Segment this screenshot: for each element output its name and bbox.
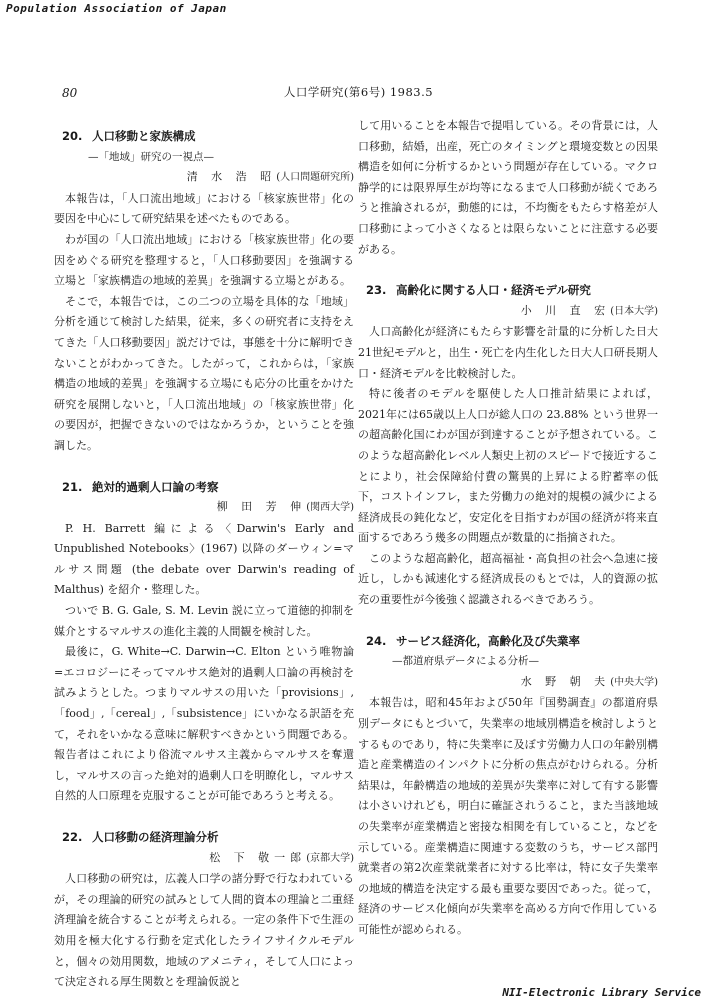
paragraph: そこで，本報告では，この二つの立場を具体的な「地域」分析を通じて検討した結果，従来，多くの研究者に支持をえてきた「人口移動要因」説だけでは，事態を十分に解明できないことがわかってきた。したがって，これからは，「家族構造の地域的差異」を強調する立場にも応分の比重をかけた研究を展開しないと，「人口流出地域」の「核家族世帯」化の要因が，把握できないのではなかろうか，ということを強調した。 bbox=[54, 294, 354, 452]
author-name: 水 野 朝 夫 bbox=[520, 674, 611, 688]
paragraph: わが国の「人口流出地域」における「核家族世帯」化の要因をめぐる研究を整理すると，「人口移動要因」を強調する立場と「家族構造の地域的差異」を強調する立場とがある。 bbox=[54, 232, 354, 288]
article-title-text: 高齢化に関する人口・経済モデル研究 bbox=[396, 283, 591, 298]
right-column bbox=[358, 116, 658, 941]
paragraph: 人口移動の研究は，広義人口学の諸分野で行なわれているが，その理論的研究の試みとして人間的資本の理論と二重経済理論を統合することが考えられる。一定の条件下で生涯の効用を極大化する行動を定式化したライフサイクルモデルと，個々の効用関数，地域のアメニティ，そして人口によって決定される厚生関数とを理論仮説と bbox=[54, 872, 354, 989]
article-22 bbox=[54, 827, 354, 993]
paragraph: このような超高齢化，超高福祉・高負担の社会へ急速に接近し，しかも減速化する経済成長のもとでは，人的資源の拡充の重要性が今後強く認識されるべきであろう。 bbox=[358, 551, 658, 607]
article-author bbox=[358, 301, 658, 323]
paragraph: 最後に，G. White→C. Darwin→C. Elton という唯物論=エコロジーにそってマルサス絶対的過剰人口論の再検討を試みようとした。つまりマルサスの用いた「provisions」,「food」,「cereal」,「subsistence」にいかなる訳語を充て，それをいかなる意味に解釈すべきかという問題である。報告者はこれにより俗流マルサス主義からマルサスを奪還し，マルサスの言った絶対的過剰人口を明瞭化し，マルサス自然的人口原理を克服することが可能であろうと考える。 bbox=[54, 645, 354, 803]
paragraph: P. H. Barrett 編による〈Darwin's Early and Unpublished Notebooks〉(1967) 以降のダーウィン=マルサス問題 (the debate over Darwin's reading of Malthus) を紹介・整理した。 bbox=[54, 521, 354, 597]
article-20 bbox=[54, 126, 354, 457]
banner-top: Population Association of Japan bbox=[6, 2, 227, 15]
paragraph-continued: して用いることを本報告で提唱している。その背景には，人口移動，結婚，出産，死亡のタイミングと環境変数との因果構造を如何に分析するかという問題が存在している。マクロ静学的には限界厚生が均等になるまで人口移動が続くであろうと推論されるが，動態的には，不均衡をもたらす格差が人口移動によって小さくなるとは限らないことに注意する必要がある。 bbox=[358, 119, 658, 256]
author-name: 小 川 直 宏 bbox=[520, 303, 611, 317]
article-title-text: 人口移動の経済理論分析 bbox=[92, 830, 219, 844]
author-affiliation: (人口問題研究所) bbox=[276, 172, 354, 184]
article-number: 24. bbox=[366, 633, 387, 648]
author-affiliation: (京都大学) bbox=[306, 852, 354, 864]
paragraph: 特に後者のモデルを駆使した人口推計結果によれば，2021年には65歳以上人口が総人口の 23.88% という世界一の超高齢化国にわが国が到達することが予想されている。このような超高齢化レベル人類史上初のスピードで接近することにより，社会保障給付費の驚異的上昇による貯蓄率の低下，コストインフレ，また労働力の絶対的規模の減少による経済成長の鈍化など，安定化を目指すわが国の経済が将来直面するであろう幾多の問題点が数量的に指摘された。 bbox=[358, 387, 658, 545]
article-title-text: サービス経済化，高齢化及び失業率 bbox=[396, 633, 580, 648]
article-title bbox=[62, 477, 354, 498]
article-21 bbox=[54, 477, 354, 808]
author-name: 清 水 浩 昭 bbox=[186, 170, 277, 184]
article-subtitle: —都道府県データによる分析— bbox=[392, 655, 539, 668]
paragraph: ついで B. G. Gale, S. M. Levin 説に立って道徳的抑制を媒介とするマルサスの進化主義的人間観を検討した。 bbox=[54, 604, 354, 638]
author-affiliation: (関西大学) bbox=[306, 502, 354, 514]
author-name: 柳 田 芳 伸 bbox=[216, 500, 307, 514]
article-author bbox=[54, 848, 354, 870]
article-title bbox=[366, 631, 658, 652]
article-title-text: 人口移動と家族構成 bbox=[92, 129, 196, 143]
article-title-text: 絶対的過剰人口論の考察 bbox=[92, 479, 219, 494]
author-name: 松 下 敬一郎 bbox=[209, 850, 307, 864]
paragraph: 人口高齢化が経済にもたらす影響を計量的に分析した日大21世紀モデルと，出生・死亡を内生化した日大人口研長期人口・経済モデルを比較検討した。 bbox=[358, 325, 658, 380]
author-affiliation: (中央大学) bbox=[610, 676, 658, 688]
article-number: 22. bbox=[62, 830, 83, 844]
article-author bbox=[54, 167, 354, 189]
article-number: 23. bbox=[366, 283, 387, 298]
banner-bottom: NII-Electronic Library Service bbox=[502, 986, 701, 999]
article-number: 21. bbox=[62, 479, 83, 494]
article-author bbox=[358, 672, 658, 694]
paragraph: 本報告は，「人口流出地域」における「核家族世帯」化の要因を中心にして研究結果を述べたものである。 bbox=[54, 191, 354, 226]
article-subtitle: —「地域」研究の一視点— bbox=[88, 150, 214, 163]
left-column bbox=[54, 116, 354, 993]
article-title bbox=[366, 280, 658, 301]
article-23 bbox=[358, 280, 658, 611]
article-number: 20. bbox=[62, 129, 83, 143]
article-author bbox=[54, 497, 354, 519]
running-head: 人口学研究(第6号) 1983.5 bbox=[283, 85, 434, 99]
author-affiliation: (日本大学) bbox=[610, 305, 658, 317]
paragraph: 本報告は，昭和45年および50年『国勢調査』の都道府県別データにもとづいて，失業率の地域別構造を検討しようとするものであり，特に失業率に及ぼす労働力人口の年齢別構造と産業構造のインパクトに分析の焦点がむけられる。分析結果は，年齢構造の地域的差異が失業率に対して有する影響は小さいけれども，明白に確証されうること，また当該地域の失業率が産業構造と密接な相関を有していること，などを示している。産業構造に関連する変数のうち，サービス部門就業者の第2次産業就業者に対する比率は，特に女子失業率の地域的構造を決定する最も重要な要因であった。従って，経済のサービス化傾向が失業率を高める方向で作用している可能性が認められる。 bbox=[358, 696, 658, 936]
article-title bbox=[62, 827, 354, 848]
article-title bbox=[62, 126, 354, 147]
article-24 bbox=[358, 631, 658, 941]
page-number: 80 bbox=[62, 86, 78, 100]
